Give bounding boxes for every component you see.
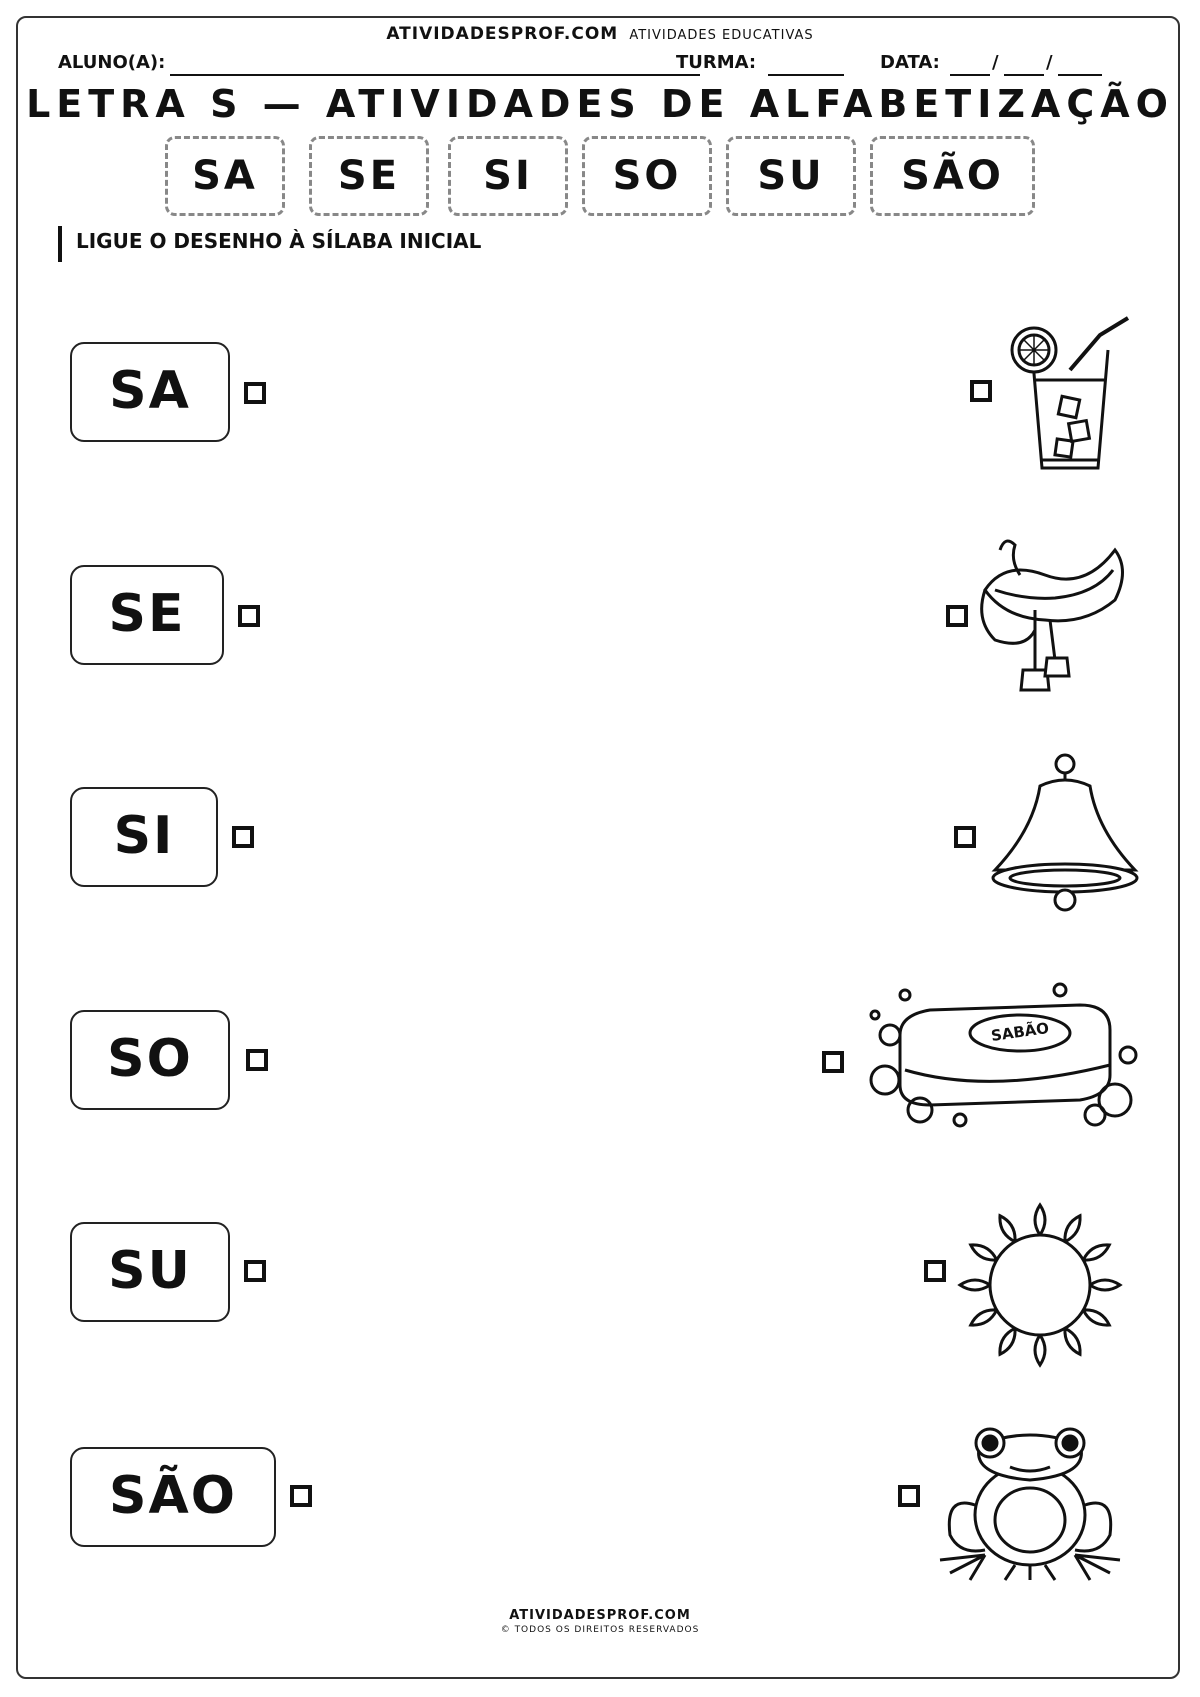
soap-label: SABÃO <box>989 1019 1051 1045</box>
right-checkbox[interactable] <box>954 826 976 848</box>
site-name: ATIVIDADESPROF.COM <box>386 24 619 44</box>
page-title: LETRA S — ATIVIDADES DE ALFABETIZAÇÃO <box>26 82 1174 126</box>
left-checkbox[interactable] <box>244 382 266 404</box>
juice-glass-icon <box>1000 310 1140 480</box>
date-separator: / <box>1046 52 1053 73</box>
right-checkbox[interactable] <box>970 380 992 402</box>
frog-icon <box>930 1415 1130 1585</box>
syllable-card: SA <box>70 342 230 442</box>
student-info-row <box>58 52 1148 78</box>
date-label: DATA: <box>880 52 940 73</box>
student-name-line[interactable] <box>170 74 700 76</box>
syllable-chip: SI <box>448 136 568 216</box>
date-separator: / <box>992 52 999 73</box>
right-checkbox[interactable] <box>924 1260 946 1282</box>
right-checkbox[interactable] <box>946 605 968 627</box>
class-line[interactable] <box>768 74 844 76</box>
syllable-chip: SU <box>726 136 856 216</box>
saddle-icon <box>975 530 1135 700</box>
syllable-card: SI <box>70 787 218 887</box>
syllable-card: SÃO <box>70 1447 276 1547</box>
matching-row <box>0 750 1200 920</box>
footer-site: ATIVIDADESPROF.COM <box>509 1608 691 1623</box>
date-day-line[interactable] <box>950 74 990 76</box>
soap-icon <box>860 975 1140 1145</box>
syllable-card: SE <box>70 565 224 665</box>
footer-rights: © TODOS OS DIREITOS RESERVADOS <box>500 1625 700 1635</box>
syllable-chip: SO <box>582 136 712 216</box>
right-checkbox[interactable] <box>822 1051 844 1073</box>
matching-row <box>0 975 1200 1145</box>
site-header <box>0 24 1200 44</box>
left-checkbox[interactable] <box>244 1260 266 1282</box>
syllable-card: SO <box>70 1010 230 1110</box>
site-tagline: ATIVIDADES EDUCATIVAS <box>629 28 814 43</box>
class-label: TURMA: <box>676 52 757 73</box>
left-checkbox[interactable] <box>238 605 260 627</box>
right-checkbox[interactable] <box>898 1485 920 1507</box>
matching-row <box>0 530 1200 700</box>
date-year-line[interactable] <box>1058 74 1102 76</box>
matching-row <box>0 1415 1200 1585</box>
matching-row <box>0 1190 1200 1360</box>
matching-row <box>0 310 1200 480</box>
bell-icon <box>985 750 1145 920</box>
syllable-chip: SE <box>309 136 429 216</box>
sun-icon <box>955 1200 1125 1370</box>
syllable-card: SU <box>70 1222 230 1322</box>
left-checkbox[interactable] <box>290 1485 312 1507</box>
syllable-chip: SÃO <box>870 136 1035 216</box>
date-month-line[interactable] <box>1004 74 1044 76</box>
left-checkbox[interactable] <box>232 826 254 848</box>
syllable-chip: SA <box>165 136 285 216</box>
page-footer <box>0 1608 1200 1635</box>
left-checkbox[interactable] <box>246 1049 268 1071</box>
student-label: ALUNO(A): <box>58 52 166 73</box>
instruction-text: LIGUE O DESENHO À SÍLABA INICIAL <box>58 226 481 262</box>
